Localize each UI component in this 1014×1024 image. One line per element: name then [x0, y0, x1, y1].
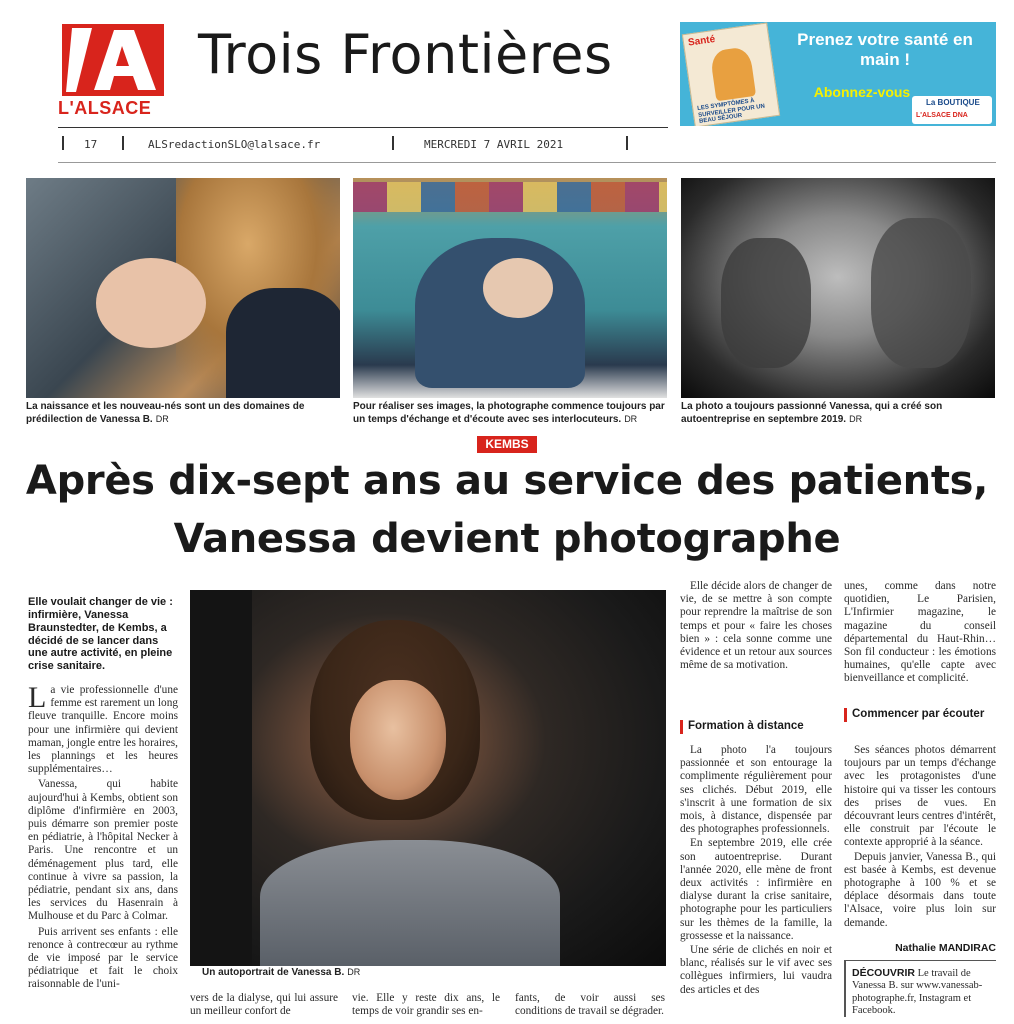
boutique-badge: [912, 96, 992, 124]
portrait-caption: Un autoportrait de Vanessa B. DR: [202, 967, 361, 978]
photo-hand-left: [721, 238, 811, 368]
photo-face: [350, 680, 446, 800]
ad-slogan: Prenez votre santé en main !: [797, 30, 973, 70]
portrait-photo: [190, 590, 666, 966]
section-title: Trois Frontières: [198, 23, 613, 86]
article-column-2: vers de la dialyse, qui lui assure un meilleur confort de: [190, 992, 338, 1018]
photo-hand-right: [871, 218, 971, 368]
separator: [62, 136, 64, 150]
boutique-label: La BOUTIQUE: [926, 98, 980, 107]
photo-1-caption: La naissance et les nouveau-nés sont un des domaines de prédilection de Vanessa B. DR: [26, 401, 305, 425]
subscription-ad[interactable]: [680, 22, 996, 126]
photo-pregnancy: [681, 178, 995, 398]
discover-label: DÉCOUVRIR: [852, 967, 916, 979]
article-column-6-continued: [844, 744, 996, 931]
paragraph: Une série de clichés en noir et blanc, réalisés sur le vif avec ses collègues infirmiers, lui vaudra des articles et des: [680, 944, 832, 996]
page-info-bar: [58, 133, 996, 159]
article-column-1: [28, 681, 178, 994]
separator: [122, 136, 124, 150]
photo-credit: DR: [347, 967, 361, 977]
photo-credit: DR: [849, 414, 863, 424]
photo-credit: DR: [624, 414, 638, 424]
article-column-5-continued: [680, 744, 832, 998]
contact-email[interactable]: ALSredactionSLO@lalsace.fr: [148, 138, 321, 151]
article-column-3: vie. Elle y reste dix ans, le temps de voir grandir ses en-: [352, 992, 500, 1018]
lalsace-logo[interactable]: [58, 24, 168, 118]
article-column-6: [844, 580, 996, 688]
photo-father-child: [353, 178, 667, 398]
paragraph: En septembre 2019, elle crée son autoentreprise. Durant l'année 2020, elle mène de front deux activités : infirmière en dialyse durant la crise sanitaire, photographe pour les particuliers sur les thèmes de la famille, la grossesse et la naissance.: [680, 837, 832, 942]
issue-date: MERCREDI 7 AVRIL 2021: [424, 138, 564, 151]
logo-wordmark: L'ALSACE: [58, 98, 152, 118]
photo-2-caption: Pour réaliser ses images, la photographe commence toujours par un temps d'échange et d'écoute avec ses interlocuteurs. DR: [353, 401, 665, 425]
page-number: 17: [84, 138, 98, 151]
paragraph: Depuis janvier, Vanessa B., qui est basée à Kembs, est devenue photographe à 100 % et se déplace désormais dans toute l'Alsace, voire plus loin sur demande.: [844, 850, 996, 929]
header-divider: [58, 162, 996, 163]
photo-figure-child: [483, 258, 553, 318]
article-column-5: [680, 580, 832, 674]
location-kicker: KEMBS: [477, 436, 537, 453]
photo-credit: DR: [155, 414, 169, 424]
separator: [626, 136, 628, 150]
headline-line-1: Après dix-sept ans au service des patients,: [25, 458, 989, 504]
magazine-headline: LES SYMPTÔMES À SURVEILLER POUR UN BEAU SÉJOUR: [696, 98, 766, 126]
photo-sweater: [260, 840, 560, 966]
boutique-brand: L'ALSACE DNA: [916, 112, 968, 119]
paragraph: Puis arrivent ses enfants : elle renonce à contrecœur au rythme de vie imposé par le service pédiatrique et fait le choix raisonnable de l'uni-: [28, 925, 178, 991]
magazine-title: Santé: [687, 33, 716, 49]
paragraph: a vie professionnelle d'une femme est rarement un long fleuve tranquille. Encore moins pour une infirmière qui devient maman, jongle entre les horaires, les plannings et les heures supplémentaires…: [28, 684, 178, 776]
headline-line-2: Vanessa devient photographe: [173, 516, 841, 562]
logo-mark: [62, 24, 164, 96]
author-byline: Nathalie MANDIRAC: [895, 942, 996, 954]
subheading-distance-learning: Formation à distance: [680, 720, 832, 734]
article-headline: [14, 452, 1000, 568]
discover-box: [844, 960, 996, 1017]
photo-bunting: [353, 182, 667, 212]
discover-text[interactable]: Le travail de Vanessa B. sur www.vanessab-photographe.fr, Instagram et Facebook.: [852, 968, 983, 1016]
article-column-4: fants, de voir aussi ses conditions de travail se dégrader.: [515, 992, 665, 1018]
photo-curtain: [190, 590, 252, 966]
article-lead: Elle voulait changer de vie : infirmière, Vanessa Braunstedter, de Kembs, a décidé de se lancer dans une autre activité, en pleine crise sanitaire.: [28, 596, 173, 673]
magazine-cover-image: [682, 22, 780, 126]
paragraph: unes, comme dans notre quotidien, Le Parisien, L'Infirmier magazine, le magazine du conseil départemental du Haut-Rhin… Son fil conducteur : les émotions humaines, qu'elle capte avec bienveillance et complicité.: [844, 580, 996, 685]
paragraph: La photo l'a toujours passionnée et son entourage la complimente régulièrement pour ses clichés. Début 2019, elle s'inscrit à une formation de six mois, à distance, dispensée par des photographes professionnels.: [680, 744, 832, 836]
paragraph: Ses séances photos démarrent toujours par un temps d'échange avec les protagonistes d'une histoire qui va tisser les contours des prises de vues. En découvrant leurs centres d'intérêt, elle construit par l'écoute le contexte approprié à la séance.: [844, 744, 996, 849]
masthead-rule: [58, 127, 668, 128]
photo-3-caption: La photo a toujours passionné Vanessa, qui a créé son autoentreprise en septembre 2019. DR: [681, 401, 943, 425]
subheading-listening: Commencer par écouter: [844, 708, 996, 722]
photo-newborn: [26, 178, 340, 398]
logo-letter-a-icon: [62, 24, 164, 96]
photo-figure-baby: [96, 258, 206, 348]
photo-figure-body: [226, 288, 340, 398]
paragraph: Elle décide alors de changer de vie, de se mettre à son compte pour reprendre la maîtrise de son temps et pour « faire les choses bien » : cela sonne comme une évidence et un retour aux sources même de sa motivation.: [680, 580, 832, 672]
drop-cap: L: [28, 681, 47, 714]
separator: [392, 136, 394, 150]
paragraph: Vanessa, qui habite aujourd'hui à Kembs, obtient son diplôme d'infirmière en 2003, puis démarre son premier poste en pédiatrie, à l'hôpital Necker à Paris. Une rencontre et un déménagement plus tard, elle continue à vivre sa passion, la pédiatrie, pendant six ans, dans les services du Hasenrain à Mulhouse et du Parc à Colmar.: [28, 778, 178, 923]
magazine-cover-figure: [710, 46, 757, 101]
ad-subscribe-link[interactable]: Abonnez-vous: [813, 84, 911, 100]
